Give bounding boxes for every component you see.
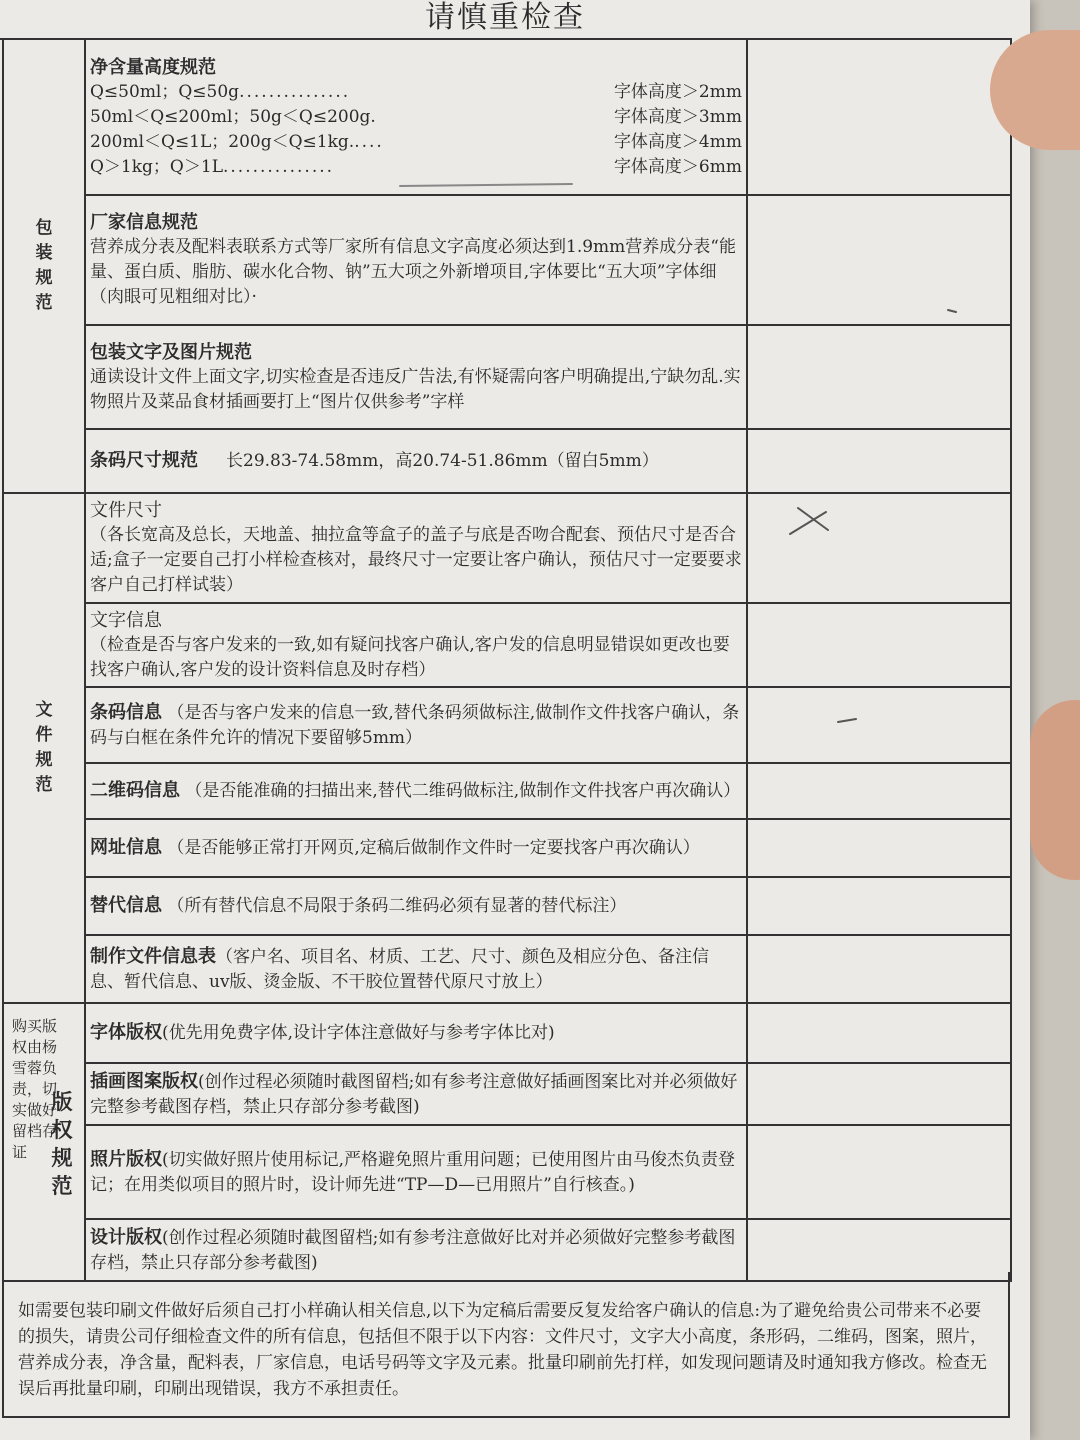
barcode-size-text: 长29.83-74.58mm，高20.74-51.86mm（留白5mm） bbox=[226, 451, 659, 471]
barcode-info-text: （是否与客户发来的信息一致,替代条码须做标注,做制作文件找客户确认，条码与白框在条件允许的情况下要留够5mm） bbox=[90, 702, 740, 748]
font-copyright-title: 字体版权 bbox=[90, 1022, 162, 1043]
copyright-note: 购买版权由杨雪蓉负责，切 实做好留档存证 bbox=[12, 1017, 58, 1161]
production-sheet-text: （客户名、项目名、材质、工艺、尺寸、颜色及相应分色、备注信息、暂代信息、uv版、烫金版、不干胶位置替代原尺寸放上） bbox=[90, 946, 709, 992]
text-image-title: 包装文字及图片规范 bbox=[90, 341, 252, 363]
dash-mark-1 bbox=[838, 719, 856, 722]
holding-finger bbox=[1030, 700, 1080, 880]
design-copyright-title: 设计版权 bbox=[90, 1226, 162, 1248]
substitute-text: （所有替代信息不局限于条码二维码必须有显著的替代标注） bbox=[167, 896, 627, 916]
dash-mark-2 bbox=[948, 310, 956, 312]
category-packaging: 包装规范 bbox=[3, 39, 85, 493]
design-copyright-text: (创作过程必须随时截图留档;如有参考注意做好比对并必须做好完整参考截图存档，禁止只存部分参考截图) bbox=[90, 1227, 736, 1273]
photo-copyright-text: (切实做好照片使用标记,严格避免照片重用问题；已使用图片由马俊杰负责登记；在用类似项目的照片时，设计师先进“TP—D—已用照片”自行核查。) bbox=[90, 1149, 736, 1195]
net-rule-3: 200ml＜Q≤1L；200g＜Q≤1kg. .... 字体高度＞4mm bbox=[90, 131, 742, 152]
text-info-text: （检查是否与客户发来的一致,如有疑问找客户确认,客户发的信息明显错误如更改也要找客户确认,客户发的设计资料信息及时存档） bbox=[90, 634, 730, 680]
illustration-copyright-title: 插画图案版权 bbox=[90, 1070, 198, 1092]
qr-info-title: 二维码信息 bbox=[90, 780, 180, 801]
illustration-copyright-text: (创作过程必须随时截图留档;如有参考注意做好插画图案比对并必须做好完整参考截图存档，禁止只存部分参考截图) bbox=[90, 1071, 738, 1117]
net-rule-2: 50ml＜Q≤200ml；50g＜Q≤200g . 字体高度＞3mm bbox=[90, 106, 742, 127]
underline-mark bbox=[400, 184, 572, 186]
text-info-title: 文字信息 bbox=[90, 609, 162, 631]
url-info-title: 网址信息 bbox=[90, 837, 162, 858]
substitute-title: 替代信息 bbox=[90, 895, 162, 916]
category-file: 文件规范 bbox=[3, 493, 85, 1003]
disclaimer-text: 如需要包装印刷文件做好后须自己打小样确认相关信息,以下为定稿后需要反复发给客户确认的信息:为了避免给贵公司带来不必要的损失，请贵公司仔细检查文件的所有信息，包括但不限于以下内容：文件尺寸，文字大小高度，条形码，二维码，图案，照片，营养成分表，净含量，配料表，厂家信息，电话号码等文字及元素。批量印刷前先打样，如发现问题请及时通知我方修改。检查无误后再批量印刷，印刷出现错误，我方不承担责任。 bbox=[18, 1301, 987, 1399]
photo-copyright-title: 照片版权 bbox=[90, 1148, 162, 1170]
copyright-label: 版权规范 bbox=[51, 1089, 73, 1198]
net-rule-1: Q≤50ml；Q≤50g ............... 字体高度＞2mm bbox=[90, 81, 742, 102]
vendor-text: 营养成分表及配料表联系方式等厂家所有信息文字高度必须达到1.9mm营养成分表“能量、蛋白质、脂肪、碳水化合物、钠”五大项之外新增项目,字体要比“五大项”字体细（肉眼可见粗细对比）· bbox=[90, 237, 736, 307]
qr-info-text: （是否能准确的扫描出来,替代二维码做标注,做制作文件找客户再次确认） bbox=[185, 781, 741, 801]
barcode-info-title: 条码信息 bbox=[90, 701, 162, 723]
text-image-text: 通读设计文件上面文字,切实检查是否违反广告法,有怀疑需向客户明确提出,宁缺勿乱.实物照片及菜品食材插画要打上“图片仅供参考”字样 bbox=[90, 366, 741, 412]
barcode-size-title: 条码尺寸规范 bbox=[90, 450, 198, 471]
cross-mark bbox=[790, 508, 828, 534]
vendor-title: 厂家信息规范 bbox=[90, 212, 198, 233]
font-copyright-text: (优先用免费字体,设计字体注意做好与参考字体比对) bbox=[162, 1023, 555, 1043]
url-info-text: （是否能够正常打开网页,定稿后做制作文件时一定要找客户再次确认） bbox=[167, 838, 700, 858]
page-title: 请慎重检查 bbox=[0, 0, 1010, 40]
file-size-text: （各长宽高及总长，天地盖、抽拉盒等盒子的盖子与底是否吻合配套、预估尺寸是否合适;盒子一定要自己打小样检查核对，最终尺寸一定要让客户确认，预估尺寸一定要要求客户自己打样试装） bbox=[90, 525, 742, 595]
net-rule-4: Q＞1kg；Q＞1L ............... 字体高度＞6mm bbox=[90, 156, 742, 177]
file-size-title: 文件尺寸 bbox=[90, 500, 162, 521]
production-sheet-title: 制作文件信息表 bbox=[90, 945, 216, 967]
net-height-title: 净含量高度规范 bbox=[90, 56, 216, 78]
